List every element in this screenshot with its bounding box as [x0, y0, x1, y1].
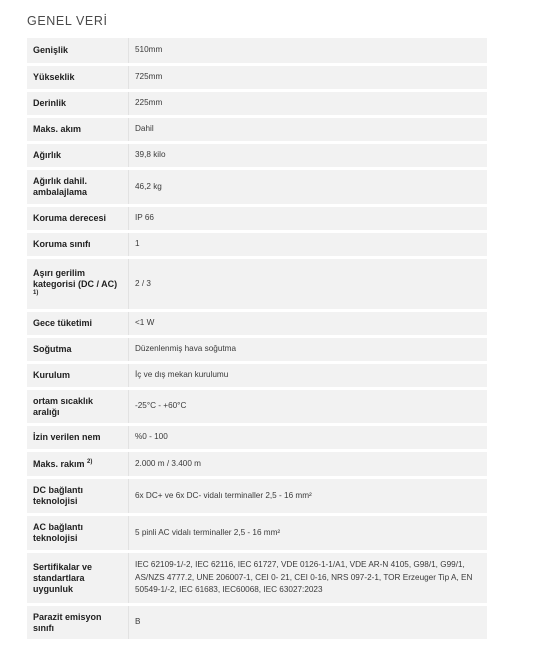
spec-label: Sertifikalar ve standartlara uygunluk [27, 553, 129, 603]
table-row [27, 233, 487, 256]
spec-label: Parazit emisyon sınıfı [27, 606, 129, 639]
table-row [27, 553, 487, 603]
table-row [27, 259, 487, 309]
spec-value: 510mm [129, 38, 487, 63]
spec-value: Düzenlenmiş hava soğutma [129, 338, 487, 361]
spec-label: Gece tüketimi [27, 312, 129, 335]
spec-label: DC bağlantı teknolojisi [27, 479, 129, 513]
spec-value: IP 66 [129, 207, 487, 230]
spec-label: Ağırlık [27, 144, 129, 167]
spec-value: 1 [129, 233, 487, 256]
spec-label: Genişlik [27, 38, 129, 63]
spec-label: AC bağlantı teknolojisi [27, 516, 129, 550]
spec-label: Kurulum [27, 364, 129, 387]
table-row [27, 66, 487, 89]
spec-label: Soğutma [27, 338, 129, 361]
table-row [27, 452, 487, 476]
spec-value: 6x DC+ ve 6x DC- vidalı terminaller 2,5 - 16 mm² [129, 479, 487, 513]
table-row [27, 390, 487, 423]
spec-label: Koruma sınıfı [27, 233, 129, 256]
table-row [27, 118, 487, 141]
spec-value: 39,8 kilo [129, 144, 487, 167]
spec-label: Derinlik [27, 92, 129, 115]
table-row [27, 338, 487, 361]
spec-value: 5 pinli AC vidalı terminaller 2,5 - 16 mm² [129, 516, 487, 550]
spec-label: Maks. akım [27, 118, 129, 141]
table-row [27, 364, 487, 387]
spec-value: -25°C - +60°C [129, 390, 487, 423]
table-row [27, 38, 487, 63]
spec-label: Aşırı gerilim kategorisi (DC / AC) $^{1)}$ [27, 259, 129, 309]
table-row [27, 426, 487, 449]
spec-value: 2 / 3 [129, 259, 487, 309]
footnote-marker: 2) [87, 458, 93, 465]
spec-value: 725mm [129, 66, 487, 89]
table-row [27, 312, 487, 335]
spec-value: İç ve dış mekan kurulumu [129, 364, 487, 387]
spec-label: Maks. rakım $^{2)}$ [27, 452, 129, 476]
table-row [27, 170, 487, 204]
spec-value: IEC 62109-1/-2, IEC 62116, IEC 61727, VDE 0126-1-1/A1, VDE AR-N 4105, G98/1, G99/1, AS/NZS 4777.2, UNE 206007-1, CEI 0- 21, CEI 0-16, NRS 097-2-1, TOR Erzeuger Tip A, EN 50549-1/-2, IEC 61683, IEC60068, IEC 63027:2023 [129, 553, 487, 603]
section-title: GENEL VERİ [27, 14, 108, 28]
spec-value: %0 - 100 [129, 426, 487, 449]
spec-value: <1 W [129, 312, 487, 335]
table-row [27, 144, 487, 167]
spec-table [27, 35, 487, 642]
spec-label: Ağırlık dahil. ambalajlama [27, 170, 129, 204]
spec-label: ortam sıcaklık aralığı [27, 390, 129, 423]
table-row [27, 479, 487, 513]
table-row [27, 606, 487, 639]
spec-value: B [129, 606, 487, 639]
spec-value: 46,2 kg [129, 170, 487, 204]
table-row [27, 207, 487, 230]
footnote-marker: 1) [33, 289, 39, 296]
spec-value: 225mm [129, 92, 487, 115]
spec-label: Koruma derecesi [27, 207, 129, 230]
spec-label: İzin verilen nem [27, 426, 129, 449]
spec-value: 2.000 m / 3.400 m [129, 452, 487, 476]
table-row [27, 92, 487, 115]
table-row [27, 516, 487, 550]
spec-value: Dahil [129, 118, 487, 141]
spec-label: Yükseklik [27, 66, 129, 89]
